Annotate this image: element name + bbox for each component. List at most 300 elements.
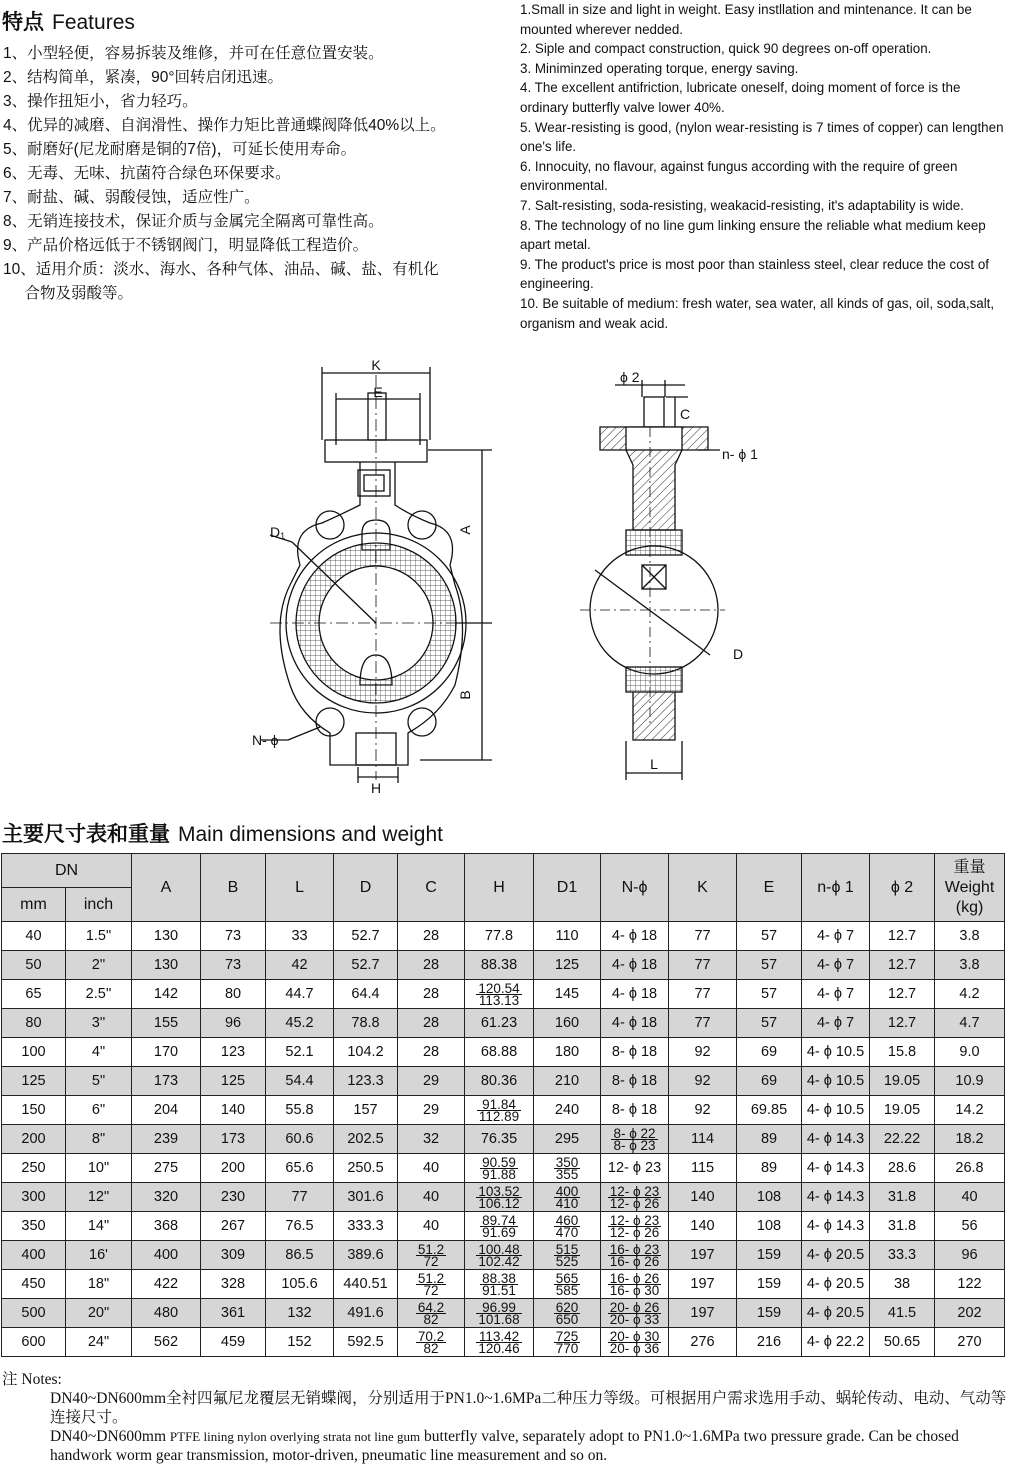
table-cell: 333.3 <box>334 1212 398 1241</box>
table-cell: 239 <box>132 1125 201 1154</box>
stacked-value <box>480 1154 518 1182</box>
table-cell: 491.6 <box>334 1299 398 1328</box>
stacked-value-top: 96.99 <box>476 1302 521 1314</box>
table-cell: 160 <box>534 1009 601 1038</box>
table-cell: 28 <box>398 1038 465 1067</box>
table-cell: 4" <box>66 1038 132 1067</box>
table-cell: 562 <box>132 1328 201 1357</box>
table-cell <box>534 1154 601 1183</box>
table-cell: 96 <box>935 1241 1005 1270</box>
table-cell: 180 <box>534 1038 601 1067</box>
feature-cn-item: 1、小型轻便，容易拆装及维修，并可在任意位置安装。 <box>3 45 384 62</box>
header-weight <box>935 854 1005 922</box>
stacked-value <box>476 1328 521 1356</box>
stacked-value-bottom: 82 <box>423 1311 439 1327</box>
table-title-en: Main dimensions and weight <box>178 823 443 846</box>
stacked-value-top: 8- ϕ 22 <box>613 1125 656 1141</box>
table-cell: 300 <box>2 1183 66 1212</box>
table-cell: 69 <box>737 1038 802 1067</box>
stacked-value-bottom: 91.51 <box>482 1282 516 1298</box>
table-cell: 77 <box>669 980 737 1009</box>
table-cell: 40 <box>398 1183 465 1212</box>
notes <box>2 1370 1017 1465</box>
stacked-value <box>554 1183 581 1211</box>
table-row <box>2 1096 1005 1125</box>
table-cell: 4- ϕ 22.2 <box>802 1328 870 1357</box>
table-row <box>2 1067 1005 1096</box>
table-cell: 52.7 <box>334 951 398 980</box>
table-cell <box>601 1241 669 1270</box>
header-n-phi1: n-ϕ 1 <box>802 854 870 922</box>
table-cell: 361 <box>201 1299 266 1328</box>
table-cell <box>398 1328 465 1357</box>
table-cell: 400 <box>132 1241 201 1270</box>
header-inch: inch <box>66 888 132 922</box>
feature-cn-item: 合物及弱酸等。 <box>3 285 134 302</box>
features-title <box>2 6 135 36</box>
table-cell: 12- ϕ 23 <box>601 1154 669 1183</box>
table-cell: 114 <box>669 1125 737 1154</box>
table-cell: 50 <box>2 951 66 980</box>
table-cell: 202.5 <box>334 1125 398 1154</box>
table-cell: 389.6 <box>334 1241 398 1270</box>
notes-en <box>2 1427 1017 1465</box>
table-cell: 41.5 <box>870 1299 935 1328</box>
table-cell: 33.3 <box>870 1241 935 1270</box>
table-cell <box>465 1183 534 1212</box>
table-cell: 108 <box>737 1212 802 1241</box>
feature-en-item: 3. Miniminzed operating torque, energy saving. <box>520 60 799 76</box>
header-weight-cn: 重量 <box>953 858 986 876</box>
table-cell <box>534 1270 601 1299</box>
label-D: D <box>733 646 744 662</box>
notes-en-rest: butterfly valve, separately adopt to PN1.0~1.6MPa two pressure grade. Can be chosed handwork worm gear transmission, motor-driven, pneumatic line measurement and so on. <box>50 1428 959 1464</box>
table-cell: 216 <box>737 1328 802 1357</box>
stacked-value-bottom: 106.12 <box>478 1195 520 1211</box>
table-cell: 18.2 <box>935 1125 1005 1154</box>
table-cell: 140 <box>201 1096 266 1125</box>
table-cell: 8" <box>66 1125 132 1154</box>
table-cell: 123 <box>201 1038 266 1067</box>
table-cell: 4- ϕ 7 <box>802 980 870 1009</box>
stacked-value-bottom: 20- ϕ 36 <box>609 1340 660 1356</box>
table-cell: 125 <box>534 951 601 980</box>
table-cell: 4- ϕ 10.5 <box>802 1096 870 1125</box>
feature-cn-item: 6、无毒、无味、抗菌符合绿色环保要求。 <box>3 165 291 182</box>
table-cell: 110 <box>534 922 601 951</box>
table-cell: 40 <box>398 1212 465 1241</box>
table-cell: 65.6 <box>266 1154 334 1183</box>
stacked-value <box>416 1328 446 1356</box>
stacked-value-top: 51.2 <box>417 1241 445 1257</box>
table-cell: 592.5 <box>334 1328 398 1357</box>
table-cell <box>601 1212 669 1241</box>
label-D1-main: D <box>270 524 281 540</box>
stacked-value-top: 620 <box>555 1299 579 1315</box>
table-cell: 197 <box>669 1241 737 1270</box>
stacked-value <box>608 1299 662 1327</box>
table-cell: 328 <box>201 1270 266 1299</box>
table-cell: 57 <box>737 1009 802 1038</box>
table-cell <box>601 1125 669 1154</box>
table-cell: 52.7 <box>334 922 398 951</box>
label-phi2: ϕ 2 <box>620 369 640 385</box>
table-cell: 20" <box>66 1299 132 1328</box>
table-cell: 28 <box>398 951 465 980</box>
stacked-value-bottom: 112.89 <box>478 1108 520 1124</box>
table-cell: 57 <box>737 951 802 980</box>
table-cell: 61.23 <box>465 1009 534 1038</box>
header-weight-unit: (kg) <box>955 898 984 916</box>
table-cell: 4- ϕ 10.5 <box>802 1067 870 1096</box>
table-cell: 275 <box>132 1154 201 1183</box>
table-cell: 89 <box>737 1125 802 1154</box>
table-cell: 68.88 <box>465 1038 534 1067</box>
table-cell: 4.7 <box>935 1009 1005 1038</box>
table-cell: 159 <box>737 1299 802 1328</box>
table-cell: 130 <box>132 922 201 951</box>
table-cell: 276 <box>669 1328 737 1357</box>
table-cell: 50.65 <box>870 1328 935 1357</box>
stacked-value <box>608 1241 662 1269</box>
table-cell: 92 <box>669 1096 737 1125</box>
header-weight-en: Weight <box>944 878 995 896</box>
stacked-value-top: 12- ϕ 23 <box>609 1212 660 1228</box>
feature-en-item: 4. The excellent antifriction, lubricate oneself, doing moment of force is the ordinary butterfly valve lower 40%. <box>520 80 961 115</box>
table-row <box>2 1241 1005 1270</box>
table-cell: 200 <box>201 1154 266 1183</box>
table-cell: 230 <box>201 1183 266 1212</box>
table-cell: 4- ϕ 18 <box>601 1009 669 1038</box>
stacked-value-bottom: 12- ϕ 26 <box>609 1195 660 1211</box>
table-cell: 240 <box>534 1096 601 1125</box>
stacked-value <box>477 1096 521 1124</box>
table-cell: 19.05 <box>870 1067 935 1096</box>
table-cell: 3.8 <box>935 922 1005 951</box>
stacked-value-bottom: 525 <box>555 1253 579 1269</box>
stacked-value-top: 460 <box>555 1212 579 1228</box>
label-N-phi: N- ϕ <box>252 732 279 748</box>
stacked-value-top: 400 <box>555 1183 579 1199</box>
table-cell: 140 <box>669 1183 737 1212</box>
table-cell <box>465 1154 534 1183</box>
stacked-value <box>480 1212 518 1240</box>
table-cell: 77 <box>669 951 737 980</box>
table-row <box>2 922 1005 951</box>
table-cell: 320 <box>132 1183 201 1212</box>
stacked-value-top: 70.2 <box>417 1328 445 1344</box>
stacked-value-top: 91.84 <box>477 1099 521 1111</box>
table-cell: 96 <box>201 1009 266 1038</box>
stacked-value-bottom: 113.13 <box>478 992 520 1008</box>
table-body <box>2 922 1005 1357</box>
header-E: E <box>737 854 802 922</box>
table-cell: 65 <box>2 980 66 1009</box>
table-cell: 32 <box>398 1125 465 1154</box>
feature-cn-item: 5、耐磨好(尼龙耐磨是铜的7倍)，可延长使用寿命。 <box>3 141 357 158</box>
table-cell: 4- ϕ 14.3 <box>802 1125 870 1154</box>
table-cell <box>465 1328 534 1357</box>
table-cell: 78.8 <box>334 1009 398 1038</box>
table-row <box>2 980 1005 1009</box>
table-cell: 69 <box>737 1067 802 1096</box>
table-cell: 89 <box>737 1154 802 1183</box>
features-title-en: Features <box>52 11 135 34</box>
stacked-value-top: 100.48 <box>478 1241 520 1257</box>
stacked-value <box>554 1212 581 1240</box>
table-cell <box>398 1299 465 1328</box>
table-cell: 2.5'' <box>66 980 132 1009</box>
stacked-value-top: 113.42 <box>476 1331 521 1343</box>
table-cell: 54.4 <box>266 1067 334 1096</box>
table-cell: 105.6 <box>266 1270 334 1299</box>
table-cell: 2'' <box>66 951 132 980</box>
notes-en-lead: DN40~DN600mm <box>50 1428 167 1445</box>
label-E: E <box>373 384 383 400</box>
stacked-value-top: 64.2 <box>417 1299 445 1315</box>
dimensions-table <box>1 853 1005 1357</box>
table-cell: 250 <box>2 1154 66 1183</box>
table-cell: 210 <box>534 1067 601 1096</box>
stacked-value-bottom: 91.69 <box>482 1224 516 1240</box>
feature-cn-item: 7、耐盐、碱、弱酸侵蚀，适应性广。 <box>3 189 260 206</box>
table-cell: 12" <box>66 1183 132 1212</box>
table-cell <box>601 1183 669 1212</box>
stacked-value-bottom: 102.42 <box>478 1253 520 1269</box>
table-cell: 145 <box>534 980 601 1009</box>
table-cell <box>534 1328 601 1357</box>
stacked-value <box>476 980 521 1008</box>
label-n-phi1: n- ϕ 1 <box>722 446 758 462</box>
stacked-value <box>476 1299 521 1327</box>
table-cell: 60.6 <box>266 1125 334 1154</box>
table-cell: 88.38 <box>465 951 534 980</box>
table-title-cn: 主要尺寸表和重量 <box>2 823 170 846</box>
table-cell: 150 <box>2 1096 66 1125</box>
table-cell: 80.36 <box>465 1067 534 1096</box>
header-B: B <box>201 854 266 922</box>
feature-en-item: 7. Salt-resisting, soda-resisting, weakacid-resisting, it's adaptability is wide. <box>520 197 964 213</box>
table-cell <box>534 1183 601 1212</box>
table-cell: 14" <box>66 1212 132 1241</box>
header-C: C <box>398 854 465 922</box>
table-cell <box>534 1212 601 1241</box>
header-mm: mm <box>2 888 66 922</box>
table-cell: 92 <box>669 1067 737 1096</box>
table-cell: 108 <box>737 1183 802 1212</box>
stacked-value <box>554 1328 581 1356</box>
table-cell: 202 <box>935 1299 1005 1328</box>
table-cell: 152 <box>266 1328 334 1357</box>
table-cell <box>534 1241 601 1270</box>
table-cell: 57 <box>737 922 802 951</box>
table-cell: 92 <box>669 1038 737 1067</box>
stacked-value-top: 515 <box>555 1241 579 1257</box>
table-row <box>2 1038 1005 1067</box>
table-cell: 12.7 <box>870 951 935 980</box>
table-cell: 4- ϕ 14.3 <box>802 1154 870 1183</box>
table-cell: 173 <box>201 1125 266 1154</box>
stacked-value <box>608 1183 662 1211</box>
table-cell: 14.2 <box>935 1096 1005 1125</box>
feature-cn-item: 9、产品价格远低于不锈钢阀门，明显降低工程造价。 <box>3 237 369 254</box>
stacked-value-bottom: 91.88 <box>482 1166 516 1182</box>
table-cell: 12.7 <box>870 980 935 1009</box>
stacked-value <box>480 1270 518 1298</box>
table-cell: 86.5 <box>266 1241 334 1270</box>
table-cell: 29 <box>398 1067 465 1096</box>
table-cell: 155 <box>132 1009 201 1038</box>
table-row <box>2 1270 1005 1299</box>
stacked-value-bottom: 16- ϕ 26 <box>609 1253 660 1269</box>
stacked-value-top: 120.54 <box>478 980 520 996</box>
table-cell: 4- ϕ 14.3 <box>802 1212 870 1241</box>
stacked-value-top: 350 <box>555 1154 579 1170</box>
table-cell: 29 <box>398 1096 465 1125</box>
table-cell: 4- ϕ 7 <box>802 1009 870 1038</box>
table-cell: 4- ϕ 10.5 <box>802 1038 870 1067</box>
feature-en-item: 2. Siple and compact construction, quick 90 degrees on-off operation. <box>520 41 932 57</box>
table-cell: 33 <box>266 922 334 951</box>
table-cell: 4- ϕ 7 <box>802 922 870 951</box>
header-L: L <box>266 854 334 922</box>
table-cell: 270 <box>935 1328 1005 1357</box>
table-cell <box>601 1328 669 1357</box>
table-cell: 55.8 <box>266 1096 334 1125</box>
table-cell: 12.7 <box>870 922 935 951</box>
label-A: A <box>457 525 473 535</box>
table-cell: 4- ϕ 18 <box>601 980 669 1009</box>
table-cell <box>601 1270 669 1299</box>
table-cell: 28 <box>398 922 465 951</box>
stacked-value-bottom: 101.68 <box>478 1311 520 1327</box>
table-cell: 295 <box>534 1125 601 1154</box>
table-cell: 77.8 <box>465 922 534 951</box>
table-row <box>2 1299 1005 1328</box>
table-cell: 132 <box>266 1299 334 1328</box>
table-cell: 15.8 <box>870 1038 935 1067</box>
table-cell: 250.5 <box>334 1154 398 1183</box>
stacked-value-top: 16- ϕ 26 <box>609 1270 660 1286</box>
stacked-value <box>416 1270 446 1298</box>
table-cell: 3'' <box>66 1009 132 1038</box>
stacked-value <box>608 1328 662 1356</box>
table-cell <box>601 1299 669 1328</box>
table-row <box>2 1212 1005 1241</box>
table-cell: 200 <box>2 1125 66 1154</box>
table-cell: 26.8 <box>935 1154 1005 1183</box>
table-cell: 31.8 <box>870 1212 935 1241</box>
table-cell: 69.85 <box>737 1096 802 1125</box>
stacked-value <box>554 1270 581 1298</box>
stacked-value-top: 103.52 <box>478 1183 520 1199</box>
header-D: D <box>334 854 398 922</box>
stacked-value-top: 51.2 <box>417 1270 445 1286</box>
table-cell: 100 <box>2 1038 66 1067</box>
table-cell: 422 <box>132 1270 201 1299</box>
table-cell: 76.5 <box>266 1212 334 1241</box>
stacked-value <box>554 1299 581 1327</box>
header-dn: DN <box>2 854 132 888</box>
table-cell <box>465 1299 534 1328</box>
table-cell: 77 <box>266 1183 334 1212</box>
stacked-value-top: 565 <box>555 1270 579 1286</box>
stacked-value-bottom: 72 <box>423 1282 439 1298</box>
table-cell: 170 <box>132 1038 201 1067</box>
table-cell: 42 <box>266 951 334 980</box>
stacked-value-top: 89.74 <box>482 1212 516 1228</box>
notes-cn: DN40~DN600mm全衬四氟尼龙覆层无销蝶阀，分别适用于PN1.0~1.6MPa二种压力等级。可根据用户需求选用手动、蜗轮传动、电动、气动等连接尺寸。 <box>50 1390 1007 1426</box>
features-title-cn: 特点 <box>2 11 44 34</box>
table-cell: 3.8 <box>935 951 1005 980</box>
valve-drawing <box>230 355 790 795</box>
table-cell: 76.35 <box>465 1125 534 1154</box>
feature-cn-item: 10、适用介质：淡水、海水、各种气体、油品、碱、盐、有机化 <box>3 261 439 278</box>
table-cell: 4- ϕ 14.3 <box>802 1183 870 1212</box>
table-cell: 5" <box>66 1067 132 1096</box>
label-K: K <box>371 357 381 373</box>
stacked-value-bottom: 82 <box>423 1340 439 1356</box>
table-cell: 309 <box>201 1241 266 1270</box>
table-cell: 73 <box>201 922 266 951</box>
table-cell: 480 <box>132 1299 201 1328</box>
stacked-value-bottom: 650 <box>555 1311 579 1327</box>
stacked-value-bottom: 410 <box>555 1195 579 1211</box>
table-cell: 173 <box>132 1067 201 1096</box>
feature-en-item: 1.Small in size and light in weight. Easy instllation and mintenance. It can be mounted wherever nedded. <box>520 2 972 37</box>
feature-cn-item: 4、优异的减磨、自润滑性、操作力矩比普通蝶阀降低40%以上。 <box>3 117 446 134</box>
table-cell <box>398 1241 465 1270</box>
label-H: H <box>370 780 382 795</box>
table-cell: 104.2 <box>334 1038 398 1067</box>
label-D1-sub: 1 <box>280 531 286 541</box>
feature-cn-item: 3、操作扭矩小，省力轻巧。 <box>3 93 198 110</box>
table-cell: 64.4 <box>334 980 398 1009</box>
table-cell: 400 <box>2 1241 66 1270</box>
header-K: K <box>669 854 737 922</box>
table-cell: 123.3 <box>334 1067 398 1096</box>
stacked-value <box>476 1183 521 1211</box>
table-cell: 267 <box>201 1212 266 1241</box>
header-phi2: ϕ 2 <box>870 854 935 922</box>
table-cell: 450 <box>2 1270 66 1299</box>
table-cell: 125 <box>201 1067 266 1096</box>
table-cell: 301.6 <box>334 1183 398 1212</box>
feature-en-item: 8. The technology of no line gum linking ensure the reliable what medium keep apart metal. <box>520 217 986 253</box>
label-C: C <box>680 406 691 422</box>
table-cell: 8- ϕ 18 <box>601 1067 669 1096</box>
table-cell: 18" <box>66 1270 132 1299</box>
table-cell: 157 <box>334 1096 398 1125</box>
table-cell: 10" <box>66 1154 132 1183</box>
table-cell: 45.2 <box>266 1009 334 1038</box>
header-D1: D1 <box>534 854 601 922</box>
stacked-value-top: 12- ϕ 23 <box>609 1183 660 1199</box>
table-cell: 159 <box>737 1241 802 1270</box>
feature-en-item: 5. Wear-resisting is good, (nylon wear-resisting is 7 times of copper) can lengthen one's life. <box>520 119 1004 155</box>
table-cell: 12.7 <box>870 1009 935 1038</box>
stacked-value-bottom: 355 <box>555 1166 579 1182</box>
table-cell: 600 <box>2 1328 66 1357</box>
feature-cn-item: 8、无销连接技术，保证介质与金属完全隔离可靠性高。 <box>3 213 384 230</box>
stacked-value-bottom: 770 <box>555 1340 579 1356</box>
table-cell <box>465 1270 534 1299</box>
table-row <box>2 1125 1005 1154</box>
table-cell: 22.22 <box>870 1125 935 1154</box>
table-title <box>2 818 443 848</box>
table-cell <box>398 1270 465 1299</box>
table-cell: 140 <box>669 1212 737 1241</box>
